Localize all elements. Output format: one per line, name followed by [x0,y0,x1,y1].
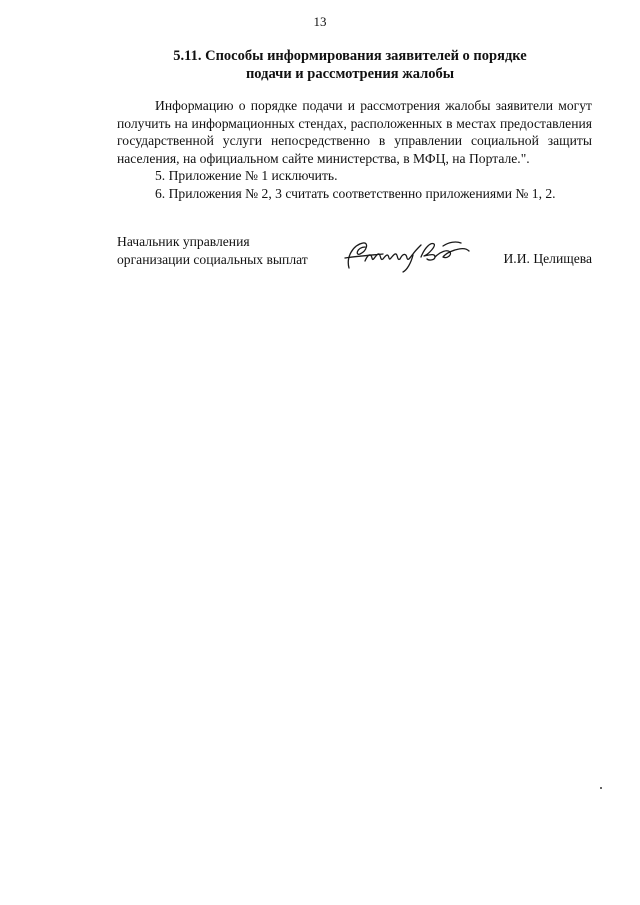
item-6-prefix: 6. Приложения № 2, 3 считать соответственно приложениями [155,185,516,201]
signer-position-line-1: Начальник управления [117,234,250,249]
page-number: 13 [313,14,327,29]
section-title [120,47,580,83]
section-title-line-2: подачи и рассмотрения жалобы [245,66,455,82]
document-body [117,97,592,203]
body-paragraph: Информацию о порядке подачи и рассмотрения жалобы заявители могут получить на информационных стендах, расположенных в местах предоставления государственной услуги непосредственно в управлении социальной защиты населения, на официальном сайте министерства, в МФЦ, на Портале.". [117,98,592,166]
signer-position [117,233,308,268]
item-6 [117,185,592,203]
signer-name: И.И. Целищева [503,251,592,266]
item-5: 5. Приложение № 1 исключить. [155,168,338,184]
signer-position-line-2: организации социальных выплат [117,251,308,267]
signature-block [117,233,592,283]
item-6-suffix: № 1, 2. [515,185,556,201]
handwritten-signature [343,237,473,273]
scan-speck [600,787,602,789]
section-title-line-1: 5.11. Способы информирования заявителей о порядке [173,48,527,64]
